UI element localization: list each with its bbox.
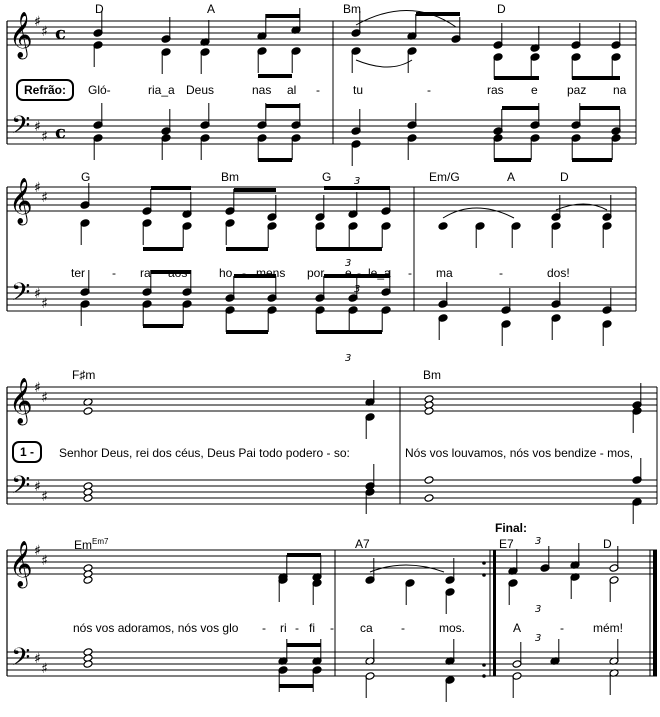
lyric-syllable: mens (256, 266, 286, 280)
chord-symbol: A (507, 170, 516, 184)
tuplet-number: 3 (345, 353, 352, 364)
time-signature: c (55, 122, 66, 143)
key-sharp: ♯ (41, 24, 48, 40)
key-sharp: ♯ (34, 14, 41, 30)
beam (143, 324, 183, 328)
chord-symbol: F♯m (72, 368, 96, 382)
beam (258, 74, 292, 78)
chord-symbol: Bm (221, 170, 239, 184)
chord-symbol: Bm (343, 2, 361, 16)
beam (266, 104, 300, 108)
chord-symbol: D (560, 170, 569, 184)
slur (443, 208, 514, 218)
treble-clef: 𝄞 (9, 178, 33, 224)
chord-symbol: G (81, 170, 91, 184)
chord-symbol: A7 (355, 537, 370, 551)
tuplet-number: 3 (354, 176, 361, 187)
staff-lines (7, 21, 657, 678)
beam (316, 247, 382, 251)
chord-symbol: D (95, 2, 104, 16)
key-sharp: ♯ (41, 190, 48, 206)
lyric-hyphen: - (316, 83, 320, 97)
lyric-syllable: ter (71, 266, 86, 280)
refrain-label: Refrão: (16, 79, 74, 101)
lyric-hyphen: - (112, 266, 116, 280)
beam (279, 684, 313, 688)
final-barline-thick (653, 550, 657, 676)
treble-clef: 𝄞 (9, 378, 33, 424)
lyric-syllable: ria_a (148, 83, 175, 97)
chord-symbol: G (322, 170, 332, 184)
clefs (9, 12, 66, 678)
beam (151, 186, 191, 190)
chord-symbol: D (497, 2, 506, 16)
chord-symbol: Em/G (429, 170, 460, 184)
beam (226, 247, 268, 251)
verse-number-label: 1 - (12, 441, 42, 463)
lyric-line: Senhor Deus, rei dos céus, Deus Pai todo podero - so: (59, 446, 350, 460)
lyric-hyphen: - (427, 83, 431, 97)
lyric-syllable: ma (436, 266, 453, 280)
lyric-hyphen: - (499, 266, 503, 280)
tuplet-number: 3 (535, 633, 542, 644)
chord-symbol: Bm (423, 368, 441, 382)
beam (226, 330, 268, 334)
notehead (424, 476, 434, 485)
repeat-dot (482, 573, 486, 577)
tuplet-number: 3 (345, 258, 352, 269)
treble-clef: 𝄞 (9, 541, 33, 587)
lyric-syllable: e (531, 83, 538, 97)
lyric-hyphen: - (560, 621, 564, 635)
lyric-hyphen: - (357, 266, 361, 280)
lyric-hyphen: - (242, 266, 246, 280)
notehead (83, 660, 93, 669)
repeat-dot (482, 561, 486, 565)
lyric-syllable: ho (219, 266, 233, 280)
bass-clef: 𝄢 (11, 643, 31, 678)
lyric-syllable: al (287, 83, 297, 97)
key-sharp: ♯ (34, 380, 41, 396)
chord-symbol: A (207, 2, 216, 16)
lyric-hyphen: - (262, 621, 266, 635)
lyric-syllable: le_a (368, 266, 391, 280)
beam (494, 158, 531, 162)
bass-clef: 𝄢 (11, 471, 31, 506)
notehead (438, 222, 448, 231)
lyric-syllable: ri (280, 621, 287, 635)
slur (356, 60, 412, 67)
repeat-dot (482, 674, 486, 678)
lyric-syllable: tu (353, 83, 364, 97)
lyric-syllable: aos (168, 266, 188, 280)
chord-symbol: E7 (499, 537, 514, 551)
key-sharp: ♯ (41, 296, 48, 312)
lyric-syllable: mos. (439, 621, 466, 635)
final-label: Final: (495, 521, 527, 535)
lyric-hyphen: - (408, 266, 412, 280)
beam (287, 553, 321, 557)
chord-symbol: D (603, 537, 612, 551)
tuplet-number: 3 (535, 604, 542, 615)
time-signature: c (55, 23, 66, 44)
key-sharp: ♯ (34, 543, 41, 559)
notehead (83, 494, 93, 503)
lyric-syllable: mém! (593, 621, 623, 635)
key-sharp: ♯ (34, 651, 41, 667)
repeat-barline-thick (493, 550, 496, 676)
key-sharp: ♯ (41, 390, 48, 406)
beam (572, 158, 612, 162)
key-sharp: ♯ (41, 661, 48, 677)
lyric-syllable: A (513, 621, 522, 635)
tuplet-number: 3 (535, 536, 542, 547)
chord-symbol: $Em^{Em7}$ (74, 537, 109, 552)
lyric-syllable: Deus (186, 83, 215, 97)
notehead (424, 407, 434, 416)
lyric-line: Nós vos louvamos, nós vos bendize - mos, (405, 446, 634, 460)
lyric-line: nós vos adoramos, nós vos glo (73, 621, 239, 635)
key-sharp: ♯ (41, 129, 48, 145)
lyric-syllable: na (613, 83, 627, 97)
key-sharp: ♯ (34, 479, 41, 495)
notehead (83, 576, 93, 585)
lyric-syllable: por (307, 266, 325, 280)
notehead (83, 407, 93, 416)
tuplet-number: 3 (354, 284, 361, 295)
lyric-hyphen: - (295, 621, 299, 635)
beam (316, 330, 382, 334)
lyric-syllable: fi (309, 621, 315, 635)
beam (580, 106, 620, 110)
lyric-syllable: Gló- (88, 83, 111, 97)
repeat-dot (482, 663, 486, 667)
beam (494, 76, 539, 80)
lyric-hyphen: - (401, 621, 405, 635)
beam (234, 188, 276, 192)
key-sharp: ♯ (34, 286, 41, 302)
lyric-syllable: nas (252, 83, 272, 97)
lyric-syllable: ras (487, 83, 504, 97)
beam (266, 14, 300, 18)
beam (287, 643, 321, 647)
lyric-syllable: paz (567, 83, 587, 97)
bass-clef: 𝄢 (11, 278, 31, 313)
key-sharp: ♯ (41, 489, 48, 505)
chord-sup: Em7 (92, 537, 109, 546)
key-sharp: ♯ (34, 119, 41, 135)
lyric-syllable: ca (360, 621, 373, 635)
bass-clef: 𝄢 (11, 111, 31, 146)
notes (80, 8, 642, 702)
beam (143, 247, 183, 251)
key-sharp: ♯ (34, 180, 41, 196)
lyric-syllable: dos! (547, 266, 570, 280)
lyric-syllable: ra (140, 266, 151, 280)
lyric-syllable: e (345, 266, 352, 280)
beam (502, 106, 539, 110)
key-sharp: ♯ (41, 553, 48, 569)
notehead (424, 494, 434, 503)
beam (572, 76, 620, 80)
treble-clef: 𝄞 (9, 12, 33, 58)
lyric-hyphen: - (330, 621, 334, 635)
beam (258, 158, 292, 162)
